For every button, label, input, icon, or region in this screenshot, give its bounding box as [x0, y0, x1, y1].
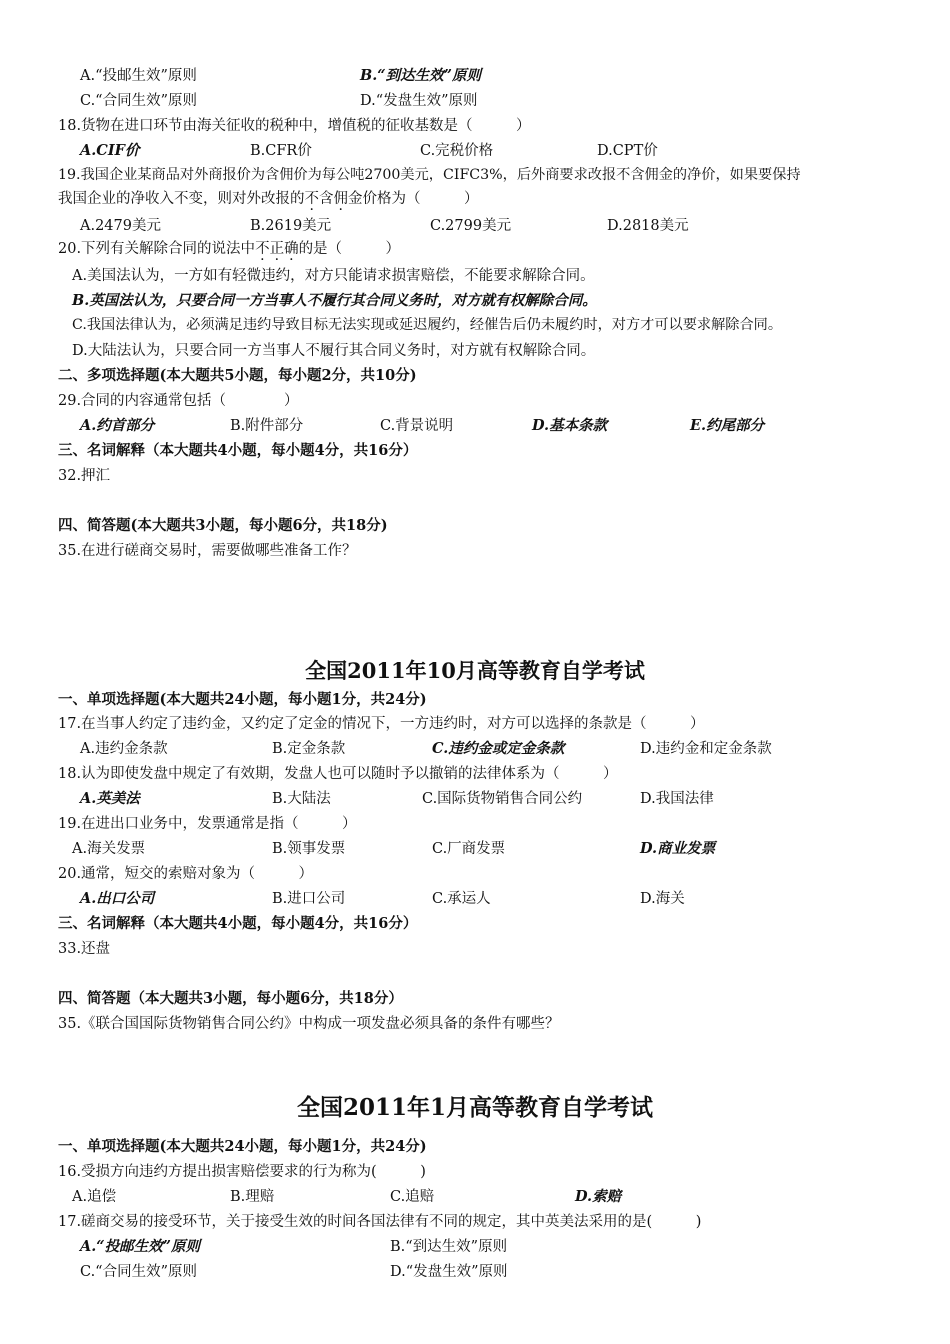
p3-q16-option-b: B.理赔 [230, 1189, 275, 1205]
p2-q19-option-c: C.厂商发票 [432, 841, 506, 857]
p3-q16-stem: 16.受损方向违约方提出损害赔偿要求的行为称为( ) [58, 1164, 426, 1180]
p3-q17-stem: 17.磋商交易的接受环节，关于接受生效的时间各国法律有不同的规定，其中英美法采用的是( ) [58, 1214, 702, 1230]
p1-q32: 32.押汇 [58, 468, 111, 484]
p2-q20-option-d: D.海关 [640, 891, 685, 907]
p3-q16-option-c: C.追赔 [390, 1189, 435, 1205]
p2-q18-option-d: D.我国法律 [640, 791, 714, 807]
p3-q17-option-c: C.“合同生效”原则 [80, 1264, 198, 1280]
p2-q20-option-c: C.承运人 [432, 891, 491, 907]
p2-q19-option-b: B.领事发票 [272, 841, 346, 857]
p2-exam-title: 全国2011年10月高等教育自学考试 [305, 658, 645, 683]
p3-q16-option-d-answer: D.索赔 [575, 1188, 622, 1205]
p1-q18-option-a-answer: A.CIF价 [80, 142, 140, 159]
p2-q35: 35.《联合国国际货物销售合同公约》中构成一项发盘必须具备的条件有哪些？ [58, 1016, 560, 1032]
p3-q17-option-a-answer: A.“投邮生效”原则 [80, 1238, 200, 1255]
p2-q20-option-a-answer: A.出口公司 [80, 890, 155, 907]
p2-q18-option-b: B.大陆法 [272, 791, 331, 807]
p2-q19-option-d-answer: D.商业发票 [640, 840, 716, 857]
p1-q29-option-d-answer: D.基本条款 [532, 417, 608, 434]
p1-q18-option-b: B.CFR价 [250, 143, 312, 159]
p1-q19-option-b: B.2619美元 [250, 218, 332, 234]
p1-q19-option-c: C.2799美元 [430, 218, 512, 234]
p1-q20-option-c: C.我国法律认为，必须满足违约导致目标无法实现或延迟履约，经催告后仍未履约时，对方才可以要求解除合同。 [72, 317, 783, 333]
p1-q17-option-c: C.“合同生效”原则 [80, 93, 198, 109]
p2-q33: 33.还盘 [58, 941, 111, 957]
p1-section-multiple-choice: 二、多项选择题(本大题共5小题，每小题2分，共10分) [58, 367, 417, 384]
p3-section-single-choice: 一、单项选择题(本大题共24小题，每小题1分，共24分) [58, 1138, 427, 1155]
p2-q19-option-a: A.海关发票 [72, 841, 146, 857]
p1-q18-option-d: D.CPT价 [597, 143, 658, 159]
p1-q29-option-e-answer: E.约尾部分 [690, 417, 765, 434]
p2-q17-option-b: B.定金条款 [272, 741, 346, 757]
p2-q17-stem: 17.在当事人约定了违约金，又约定了定金的情况下，一方违约时，对方可以选择的条款是（ ） [58, 716, 705, 732]
p3-q17-option-b: B.“到达生效”原则 [390, 1239, 508, 1255]
p1-section-short-answer: 四、简答题(本大题共3小题，每小题6分，共18分) [58, 517, 388, 534]
p2-section-term-explanation: 三、名词解释（本大题共4小题，每小题4分，共16分） [58, 915, 418, 932]
p1-q19-stem-line1: 19.我国企业某商品对外商报价为含佣价为每公吨2700美元，CIFC3%，后外商要求改报不含佣金的净价，如果要保持 [58, 167, 801, 183]
p2-q20-stem: 20.通常，短交的索赔对象为（ ） [58, 866, 314, 882]
p3-q17-option-d: D.“发盘生效”原则 [390, 1264, 508, 1280]
p1-q20-option-a: A.美国法认为，一方如有轻微违约，对方只能请求损害赔偿，不能要求解除合同。 [72, 268, 595, 284]
p2-q17-option-d: D.违约金和定金条款 [640, 741, 772, 757]
p1-q29-option-a-answer: A.约首部分 [80, 417, 155, 434]
p1-q19-option-a: A.2479美元 [80, 218, 161, 234]
p2-section-short-answer: 四、简答题（本大题共3小题，每小题6分，共18分） [58, 990, 403, 1007]
p1-q19-stem-line2: 我国企业的净收入不变，则对外改报的不含佣金价格为（ ） [58, 191, 479, 207]
p2-q20-option-b: B.进口公司 [272, 891, 346, 907]
p1-q29-option-c: C.背景说明 [380, 418, 454, 434]
p2-q18-stem: 18.认为即使发盘中规定了有效期，发盘人也可以随时予以撤销的法律体系为（ ） [58, 766, 618, 782]
p2-q19-stem: 19.在进出口业务中，发票通常是指（ ） [58, 816, 357, 832]
p1-q17-option-d: D.“发盘生效”原则 [360, 93, 478, 109]
p2-section-single-choice: 一、单项选择题(本大题共24小题，每小题1分，共24分) [58, 691, 427, 708]
p1-q18-stem: 18.货物在进口环节由海关征收的税种中，增值税的征收基数是（ ） [58, 118, 531, 134]
p2-q17-option-a: A.违约金条款 [80, 741, 168, 757]
p2-q18-option-a-answer: A.英美法 [80, 790, 140, 807]
p2-q18-option-c: C.国际货物销售合同公约 [422, 791, 583, 807]
p1-q20-stem: 20.下列有关解除合同的说法中不正确的是（ ） [58, 241, 401, 257]
p1-q18-option-c: C.完税价格 [420, 143, 494, 159]
p3-exam-title: 全国2011年1月高等教育自学考试 [296, 1094, 654, 1121]
p1-q20-option-b-answer: B.英国法认为，只要合同一方当事人不履行其合同义务时，对方就有权解除合同。 [72, 292, 597, 309]
p1-q19-option-d: D.2818美元 [607, 218, 689, 234]
p2-q17-option-c-answer: C.违约金或定金条款 [432, 740, 565, 757]
p1-q17-option-b-answer: B.“到达生效”原则 [360, 67, 481, 84]
p1-section-term-explanation: 三、名词解释（本大题共4小题，每小题4分，共16分） [58, 442, 418, 459]
p1-q29-option-b: B.附件部分 [230, 418, 304, 434]
p1-q20-option-d: D.大陆法认为，只要合同一方当事人不履行其合同义务时，对方就有权解除合同。 [72, 343, 596, 359]
p1-q17-option-a: A.“投邮生效”原则 [80, 68, 197, 84]
p1-q35: 35.在进行磋商交易时，需要做哪些准备工作？ [58, 543, 357, 559]
p3-q16-option-a: A.追偿 [72, 1189, 117, 1205]
p1-q29-stem: 29.合同的内容通常包括（ ） [58, 393, 299, 409]
